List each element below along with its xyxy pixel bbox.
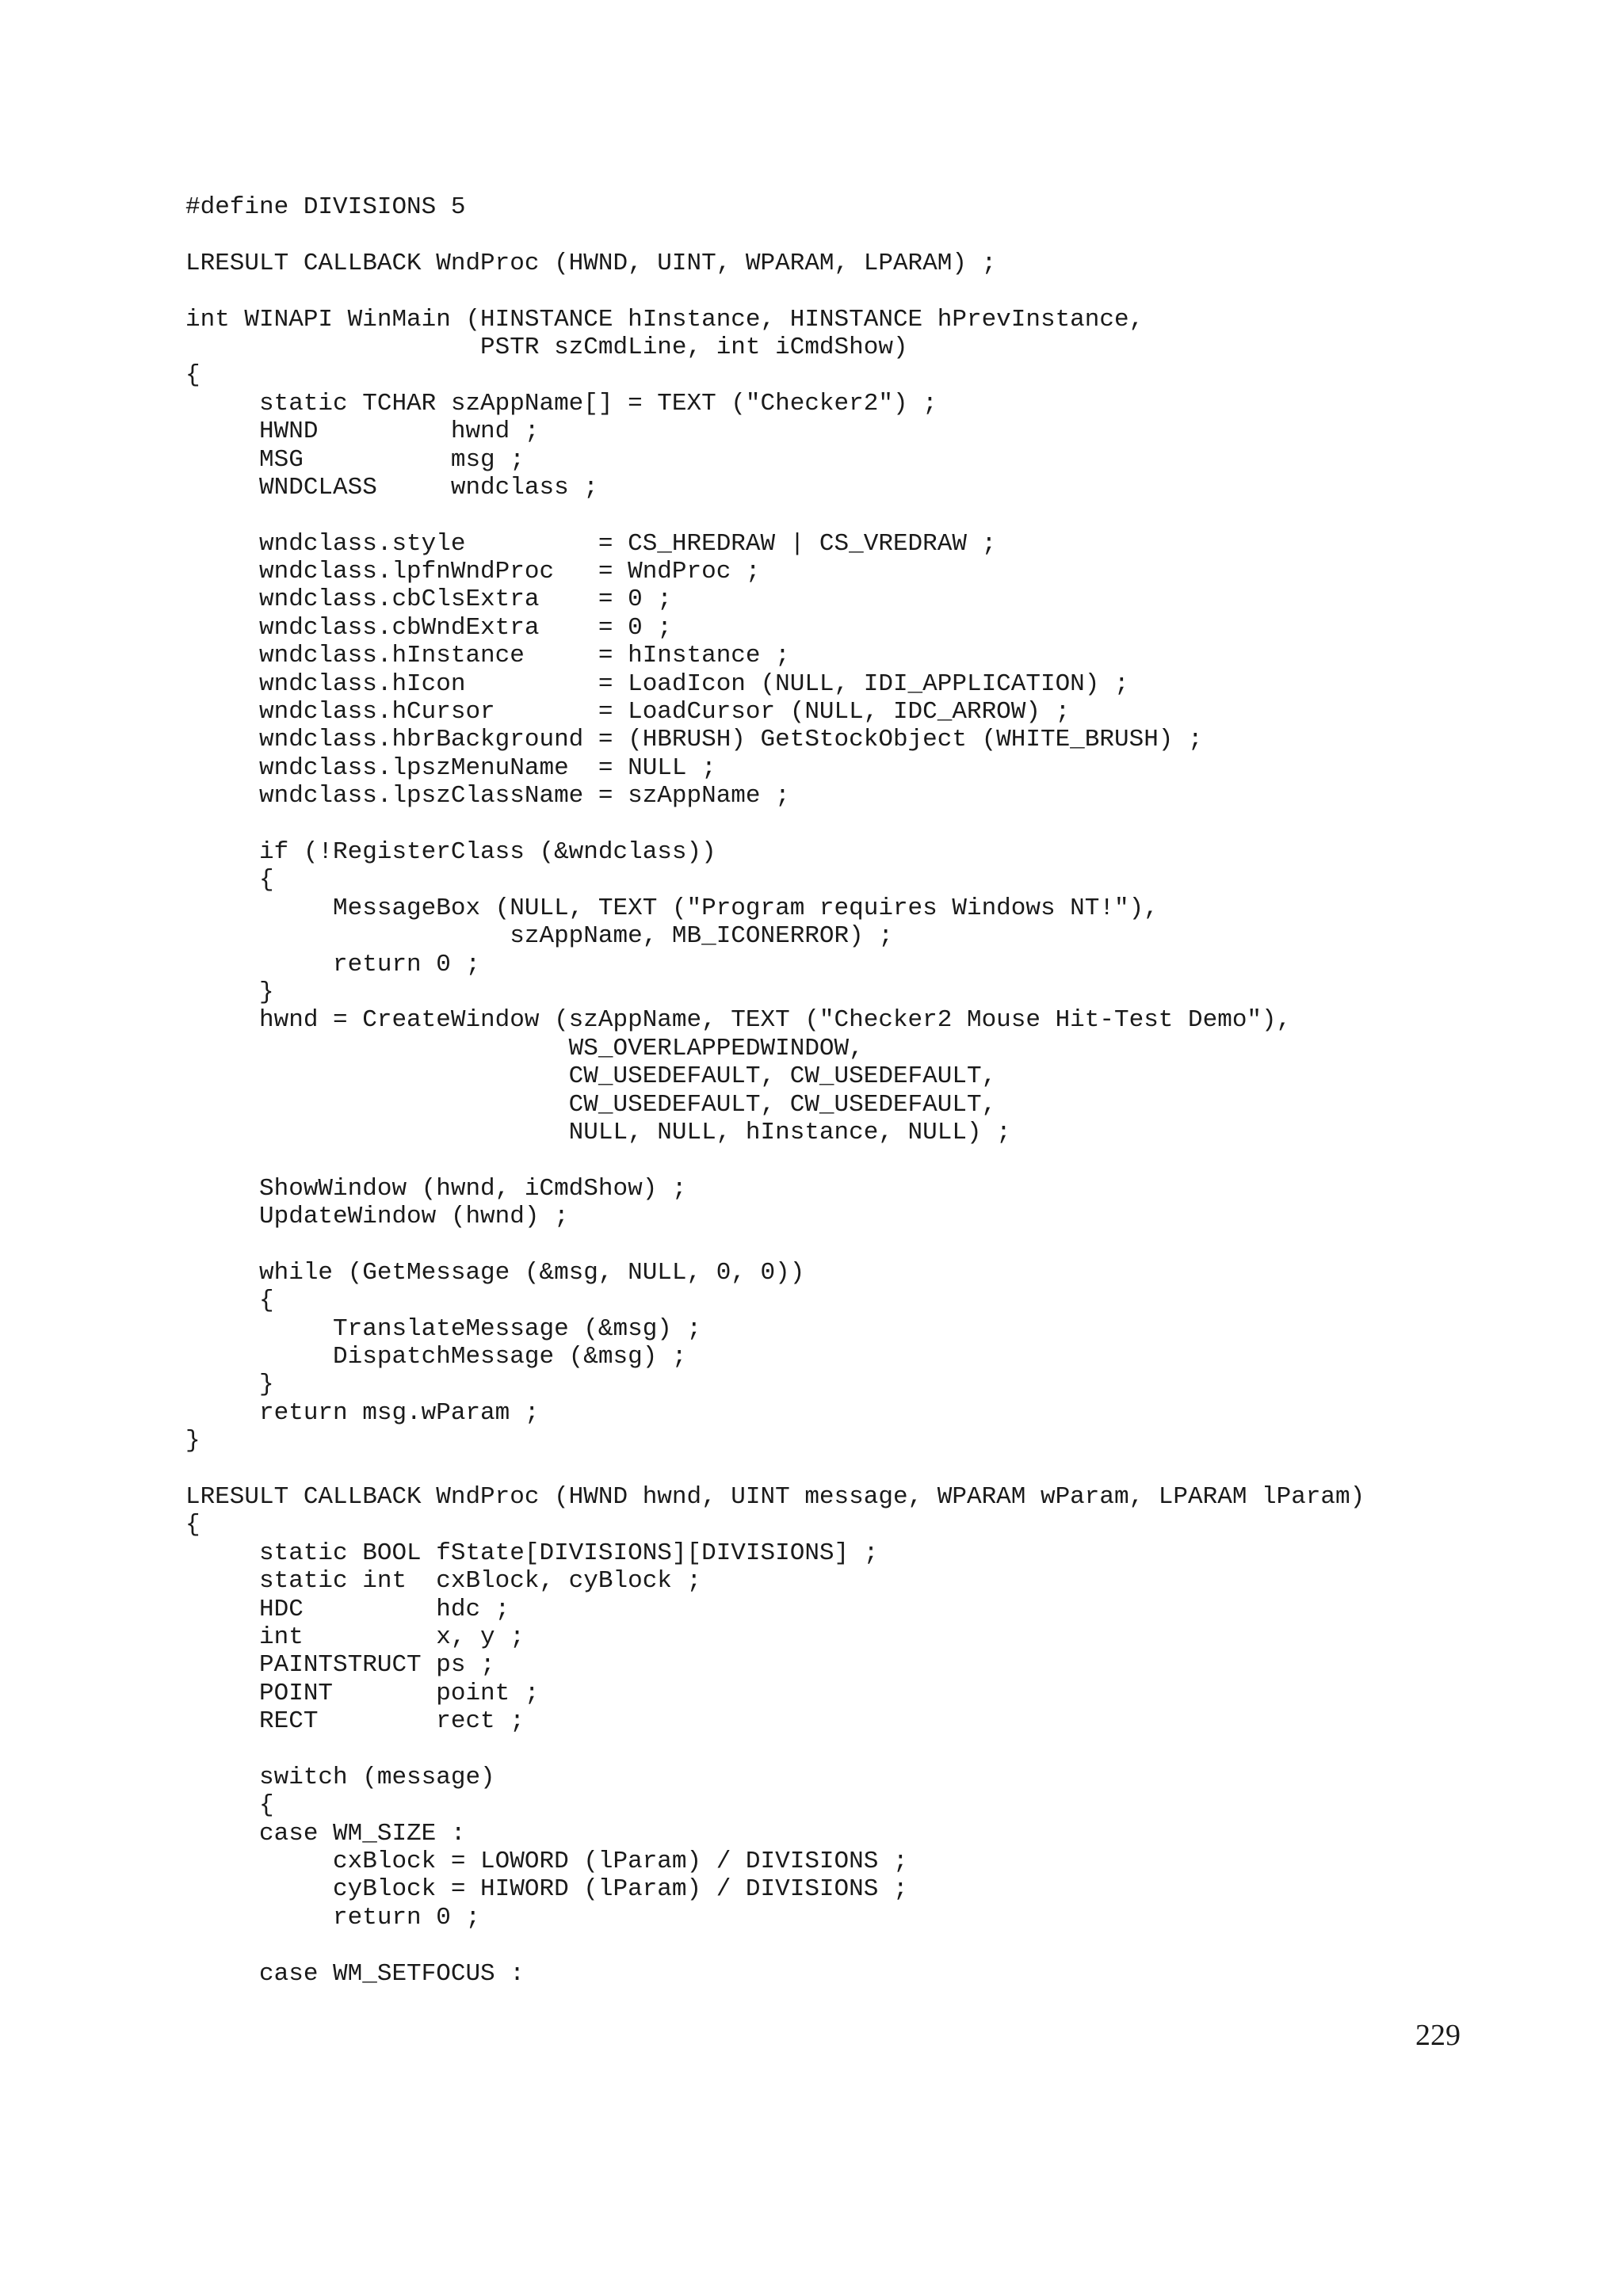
code-line: HDC hdc ;	[185, 1595, 510, 1623]
code-line: DispatchMessage (&msg) ;	[185, 1343, 687, 1371]
code-line: POINT point ;	[185, 1679, 540, 1707]
code-line	[185, 810, 1365, 838]
code-line	[185, 1230, 1365, 1258]
code-line: static int cxBlock, cyBlock ;	[185, 1567, 702, 1596]
code-line: MSG msg ;	[185, 445, 525, 474]
code-line: {	[185, 1287, 274, 1315]
code-line: LRESULT CALLBACK WndProc (HWND hwnd, UINT message, WPARAM wParam, LPARAM lParam)	[185, 1482, 1365, 1511]
code-line: cxBlock = LOWORD (lParam) / DIVISIONS ;	[185, 1848, 908, 1876]
code-line: wndclass.hInstance = hInstance ;	[185, 642, 790, 670]
code-line	[185, 1932, 1365, 1959]
code-line: case WM_SETFOCUS :	[185, 1959, 525, 1988]
code-line: MessageBox (NULL, TEXT ("Program requires Windows NT!"),	[185, 894, 1159, 922]
code-line: PAINTSTRUCT ps ;	[185, 1651, 495, 1680]
code-line: {	[185, 1511, 200, 1539]
code-line: switch (message)	[185, 1763, 495, 1791]
code-line: wndclass.hIcon = LoadIcon (NULL, IDI_APPLICATION) ;	[185, 669, 1129, 698]
code-line: cyBlock = HIWORD (lParam) / DIVISIONS ;	[185, 1875, 908, 1904]
code-line: wndclass.lpszClassName = szAppName ;	[185, 782, 790, 810]
code-line: wndclass.hbrBackground = (HBRUSH) GetStockObject (WHITE_BRUSH) ;	[185, 726, 1203, 754]
code-line: NULL, NULL, hInstance, NULL) ;	[185, 1118, 1011, 1146]
code-line: }	[185, 1427, 200, 1455]
code-line	[185, 502, 1365, 529]
code-line	[185, 1455, 1365, 1483]
code-line	[185, 221, 1365, 249]
code-line: wndclass.lpszMenuName = NULL ;	[185, 753, 716, 782]
code-line: ShowWindow (hwnd, iCmdShow) ;	[185, 1174, 687, 1203]
code-line: szAppName, MB_ICONERROR) ;	[185, 922, 893, 951]
code-line: {	[185, 361, 200, 390]
code-line: CW_USEDEFAULT, CW_USEDEFAULT,	[185, 1062, 997, 1091]
code-line: case WM_SIZE :	[185, 1819, 466, 1848]
code-line: return 0 ;	[185, 1903, 481, 1932]
code-line: wndclass.hCursor = LoadCursor (NULL, IDC_ARROW) ;	[185, 698, 1071, 727]
code-line: while (GetMessage (&msg, NULL, 0, 0))	[185, 1258, 805, 1287]
page-number: 229	[1415, 2019, 1461, 2052]
code-line: return 0 ;	[185, 950, 481, 978]
code-line	[185, 1146, 1365, 1174]
code-line: }	[185, 978, 274, 1006]
code-line: WNDCLASS wndclass ;	[185, 473, 598, 502]
code-line: }	[185, 1371, 274, 1399]
code-line: {	[185, 1791, 274, 1820]
code-line: #define DIVISIONS 5	[185, 193, 466, 221]
code-line: hwnd = CreateWindow (szAppName, TEXT ("Checker2 Mouse Hit-Test Demo"),	[185, 1006, 1292, 1035]
code-line: TranslateMessage (&msg) ;	[185, 1314, 702, 1343]
code-line: static BOOL fState[DIVISIONS][DIVISIONS] ;	[185, 1539, 879, 1567]
code-line	[185, 277, 1365, 305]
code-line: return msg.wParam ;	[185, 1398, 540, 1427]
code-line: RECT rect ;	[185, 1707, 525, 1736]
code-line: static TCHAR szAppName[] = TEXT ("Checker2") ;	[185, 389, 938, 418]
code-line: if (!RegisterClass (&wndclass))	[185, 837, 716, 866]
code-line: wndclass.style = CS_HREDRAW | CS_VREDRAW ;	[185, 529, 997, 558]
code-line: {	[185, 866, 274, 894]
code-line: PSTR szCmdLine, int iCmdShow)	[185, 333, 908, 361]
code-line	[185, 1735, 1365, 1763]
code-line: LRESULT CALLBACK WndProc (HWND, UINT, WPARAM, LPARAM) ;	[185, 249, 997, 277]
code-line: int x, y ;	[185, 1623, 525, 1651]
code-line: WS_OVERLAPPEDWINDOW,	[185, 1034, 864, 1062]
code-line: UpdateWindow (hwnd) ;	[185, 1203, 569, 1231]
code-line: int WINAPI WinMain (HINSTANCE hInstance, HINSTANCE hPrevInstance,	[185, 305, 1144, 334]
code-line: wndclass.cbClsExtra = 0 ;	[185, 585, 672, 614]
code-listing	[185, 193, 1365, 1988]
code-line: CW_USEDEFAULT, CW_USEDEFAULT,	[185, 1090, 997, 1119]
code-line: wndclass.lpfnWndProc = WndProc ;	[185, 558, 761, 586]
code-line: HWND hwnd ;	[185, 418, 540, 446]
code-line: wndclass.cbWndExtra = 0 ;	[185, 613, 672, 642]
